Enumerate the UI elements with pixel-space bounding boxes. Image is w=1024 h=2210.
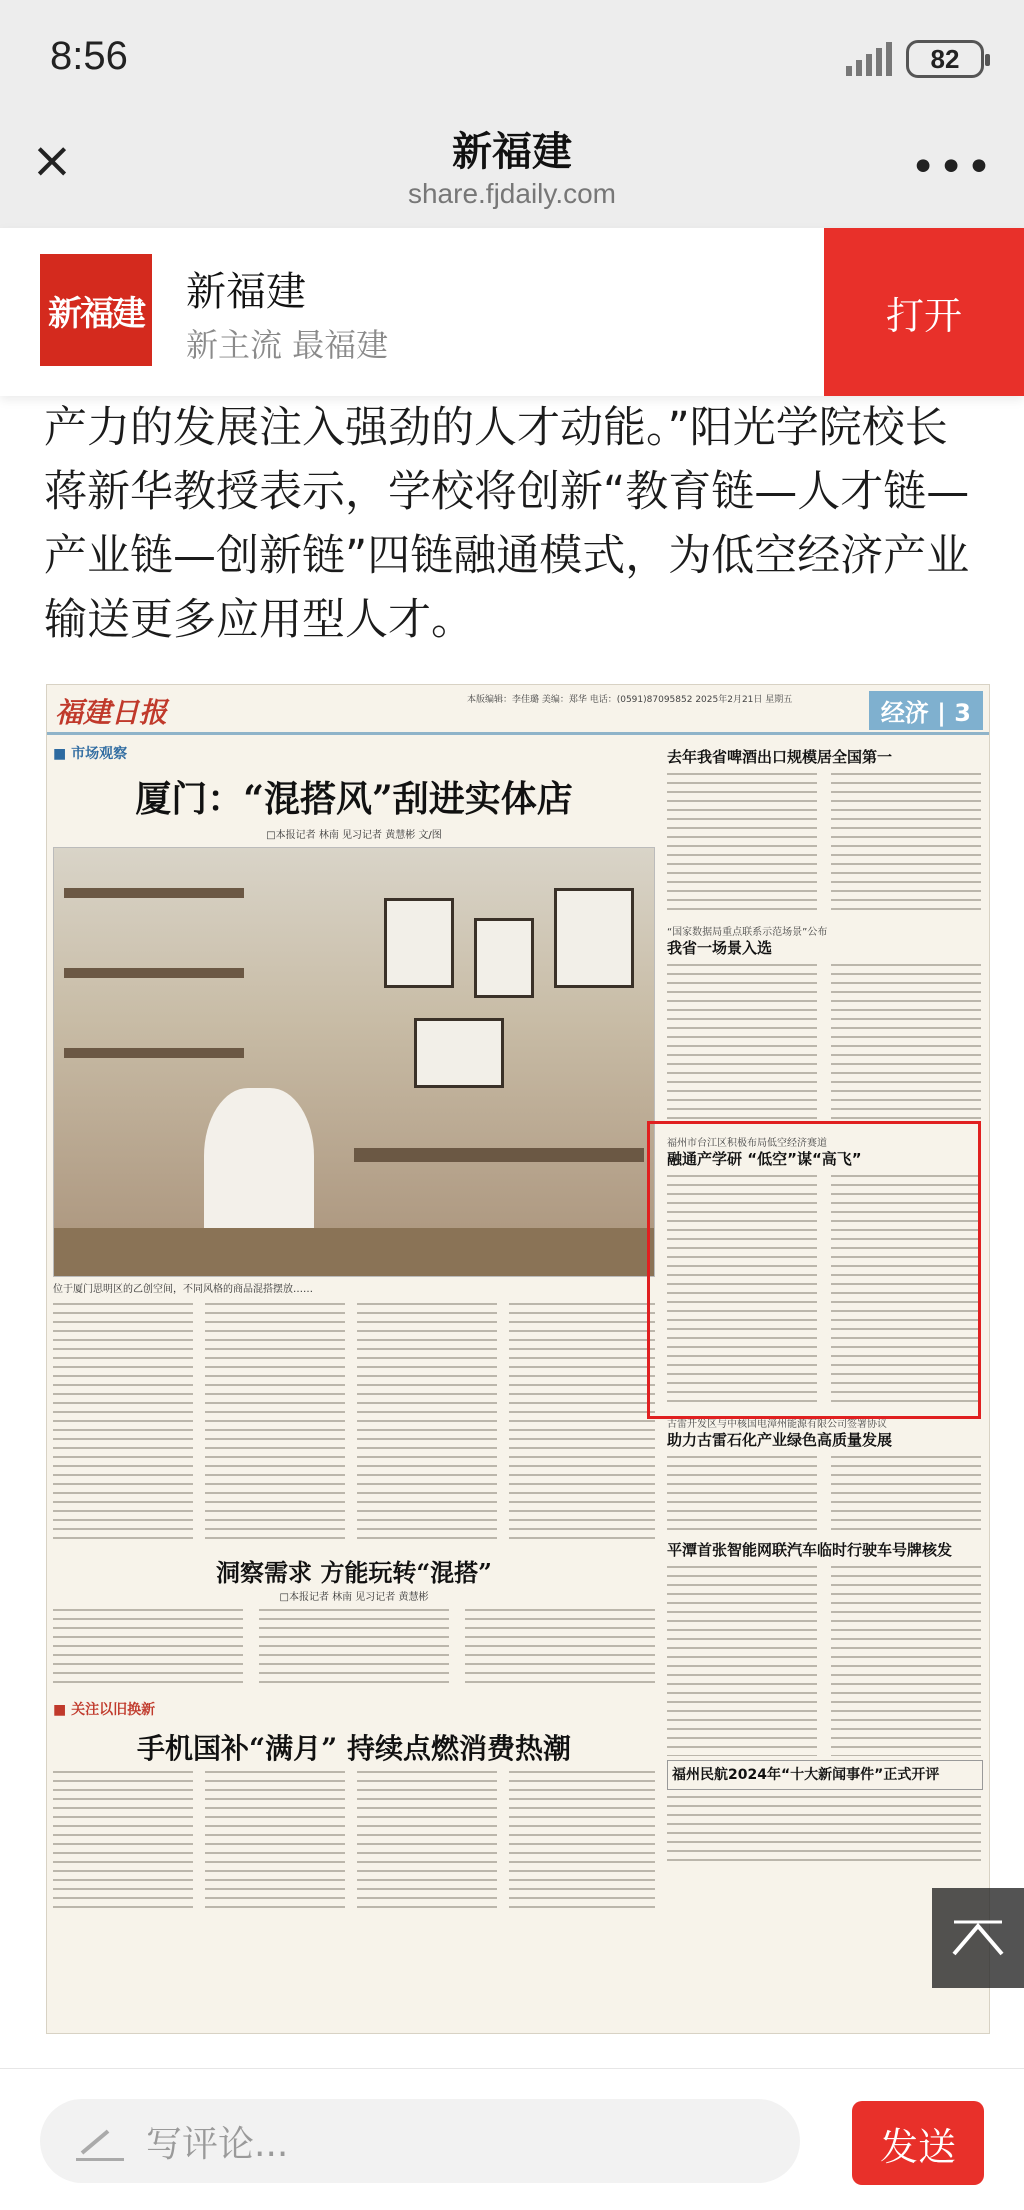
story-data-kicker: “国家数据局重点联系示范场景”公布 [667,927,828,938]
app-logo: 新福建 [40,254,152,366]
more-icon[interactable]: ••• [910,142,994,193]
story-fuzhou-aviation: 福州民航2024年“十大新闻事件”正式开评 [667,1760,983,1790]
status-indicators [846,40,984,78]
story-pingtan: 平潭首张智能网联汽车临时行驶车号牌核发 [667,1541,953,1559]
story-gulei: 助力古雷石化产业绿色高质量发展 [667,1431,893,1449]
highlight-frame [647,1121,981,1419]
battery-icon [906,40,984,78]
story-lowaltitude: 融通产学研 “低空”谋“高飞” [667,1150,862,1168]
story-beer-export: 去年我省啤酒出口规模居全国第一 [667,748,893,766]
bottom-article-body [53,1771,655,1921]
newspaper-masthead: 福建日报 [55,696,168,729]
newspaper-tag-tradein: ■ 关注以旧换新 [53,1699,655,1719]
story-data-scene: 我省一场景入选 [667,939,773,957]
story-gulei-kicker: 古雷开发区与中核国电漳州能源有限公司签署协议 [667,1419,887,1430]
newspaper-sub-headline: 洞察需求 方能玩转“混搭” [216,1558,492,1587]
newspaper-sub-byline: □本报记者 林南 见习记者 黄慧彬 [279,1592,429,1603]
newspaper-page-image[interactable] [46,684,990,2034]
status-time: 8:56 [50,34,128,78]
article-paragraph: 产力的发展注入强劲的人才动能。”阳光学院校长蒋新华教授表示，学校将创新“教育链—人才链—产业链—创新链”四链融通模式，为低空经济产业输送更多应用型人才。 [44,403,970,645]
page-url: share.fjdaily.com [407,178,616,209]
newspaper-tag-market: ■ 市场观察 [53,743,655,763]
newspaper-header [47,685,990,735]
store-photo [53,847,655,1277]
battery-level: 82 [930,43,960,74]
status-bar [0,0,1024,120]
send-button[interactable]: 发送 [852,2101,984,2185]
newspaper-section: 经济 | 3 [869,691,983,730]
story-lowaltitude-kicker: 福州市台江区积极布局低空经济赛道 [667,1138,827,1149]
newspaper-byline: □本报记者 林南 见习记者 黄慧彬 文/图 [266,830,442,841]
open-app-button[interactable]: 打开 [824,228,1024,396]
article-body-columns [53,1303,655,1553]
pencil-icon [76,2121,124,2161]
app-slogan: 新主流 最福建 [186,326,389,364]
sub-article-body [53,1609,655,1699]
page-title: 新福建 [452,129,572,175]
newspaper-headline: 厦门：“混搭风”刮进实体店 [135,778,573,820]
nav-bar [0,108,1024,228]
app-banner [0,228,1024,396]
signal-icon [846,42,892,76]
comment-placeholder: 写评论... [146,2123,289,2165]
newspaper-bottom-headline: 手机国补“满月” 持续点燃消费热潮 [137,1732,571,1765]
photo-caption: 位于厦门思明区的乙创空间，不同风格的商品混搭摆放…… [53,1284,313,1295]
app-name: 新福建 [186,269,306,315]
comment-bar [0,2068,1024,2210]
comment-input[interactable] [40,2099,800,2183]
close-icon[interactable]: × [31,131,73,189]
newspaper-left-column [53,743,655,1921]
newspaper-meta: 本版编辑：李佳璐 美编：郑华 电话：(0591)87095852 2025年2月21日 星期五 [467,695,793,705]
chevron-up-icon[interactable] [932,1888,1024,1988]
